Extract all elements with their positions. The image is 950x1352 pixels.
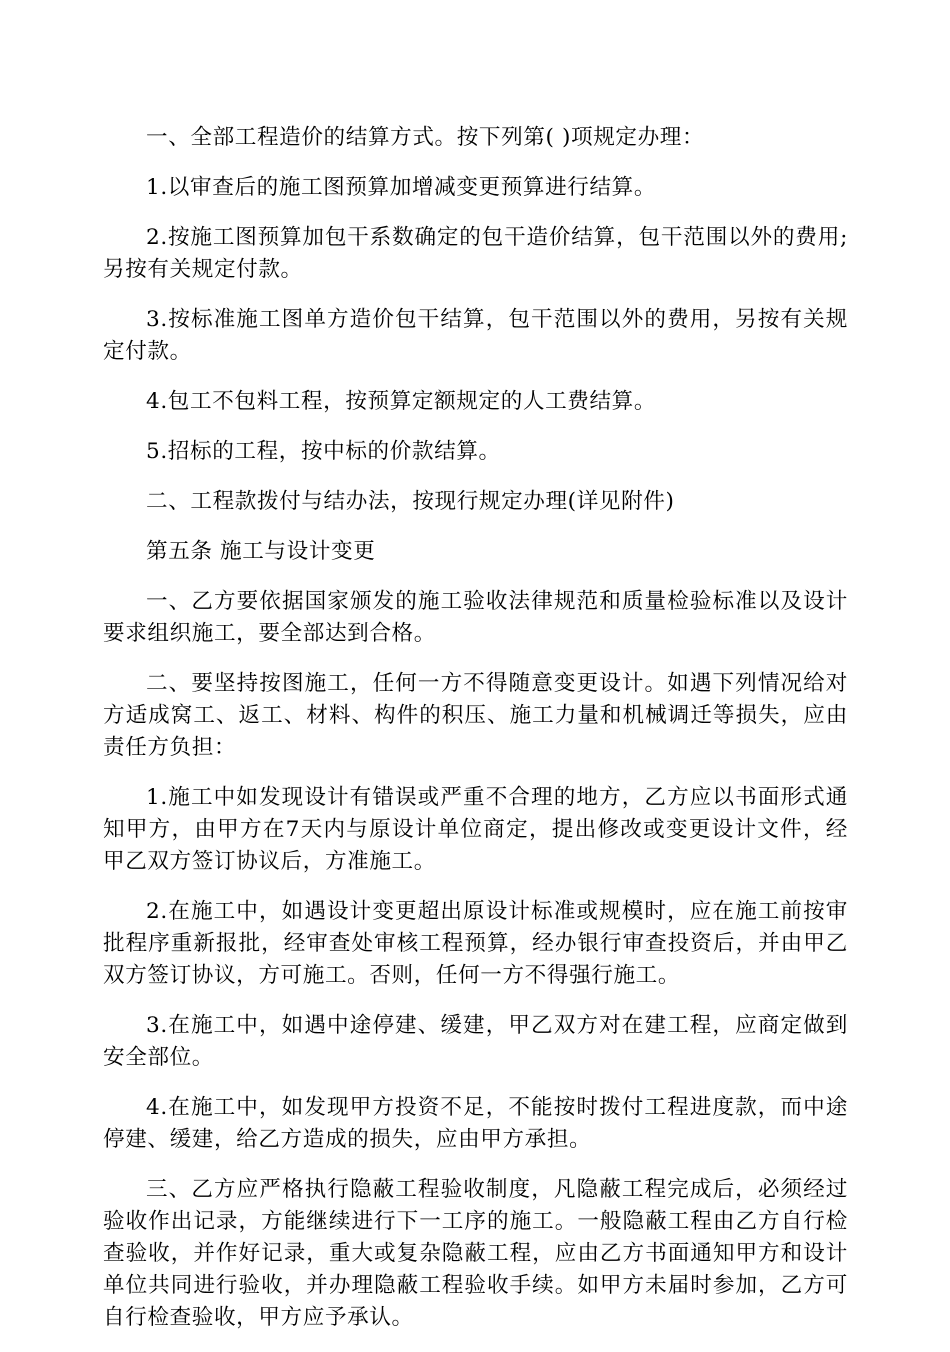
clause-payment-method: 二、工程款拨付与结办法，按现行规定办理(详见附件) — [146, 489, 675, 514]
design-change-item-4: 4.在施工中，如发现甲方投资不足，不能按时拨付工程进度款，而中途停建、缓建，给乙方造成的损失，应由甲方承担。 — [103, 1095, 848, 1152]
design-change-item-2: 2.在施工中，如遇设计变更超出原设计标准或规模时，应在施工前按审批程序重新报批，经审查处审核工程预算，经办银行审查投资后，并由甲乙双方签订协议，方可施工。否则，任何一方不得强行施工。 — [103, 899, 848, 988]
settlement-option-1: 1.以审查后的施工图预算加增减变更预算进行结算。 — [146, 175, 657, 200]
clause-settlement-method: 一、全部工程造价的结算方式。按下列第( )项规定办理： — [146, 125, 705, 150]
settlement-option-2: 2.按施工图预算加包干系数确定的包干造价结算，包干范围以外的费用;另按有关规定付款。 — [103, 225, 848, 282]
clause-construction-standards: 一、乙方要依据国家颁发的施工验收法律规范和质量检验标准以及设计要求组织施工，要全部达到合格。 — [103, 589, 848, 646]
settlement-option-4: 4.包工不包料工程，按预算定额规定的人工费结算。 — [146, 389, 657, 414]
document-page — [103, 122, 848, 1352]
settlement-option-5: 5.招标的工程，按中标的价款结算。 — [146, 439, 501, 464]
design-change-item-3: 3.在施工中，如遇中途停建、缓建，甲乙双方对在建工程，应商定做到安全部位。 — [103, 1013, 848, 1070]
article-five-heading: 第五条 施工与设计变更 — [146, 539, 376, 564]
clause-concealed-works: 三、乙方应严格执行隐蔽工程验收制度，凡隐蔽工程完成后，必须经过验收作出记录，方能继续进行下一工序的施工。一般隐蔽工程由乙方自行检查验收，并作好记录，重大或复杂隐蔽工程，应由乙方书面通知甲方和设计单位共同进行验收，并办理隐蔽工程验收手续。如甲方未届时参加，乙方可自行检查验收，甲方应予承认。 — [103, 1177, 848, 1330]
clause-design-changes: 二、要坚持按图施工，任何一方不得随意变更设计。如遇下列情况给对方适成窝工、返工、材料、构件的积压、施工力量和机械调迁等损失，应由责任方负担： — [103, 671, 848, 760]
settlement-option-3: 3.按标准施工图单方造价包干结算，包干范围以外的费用，另按有关规定付款。 — [103, 307, 848, 364]
design-change-item-1: 1.施工中如发现设计有错误或严重不合理的地方，乙方应以书面形式通知甲方，由甲方在7天内与原设计单位商定，提出修改或变更设计文件，经甲乙双方签订协议后，方准施工。 — [103, 785, 848, 874]
